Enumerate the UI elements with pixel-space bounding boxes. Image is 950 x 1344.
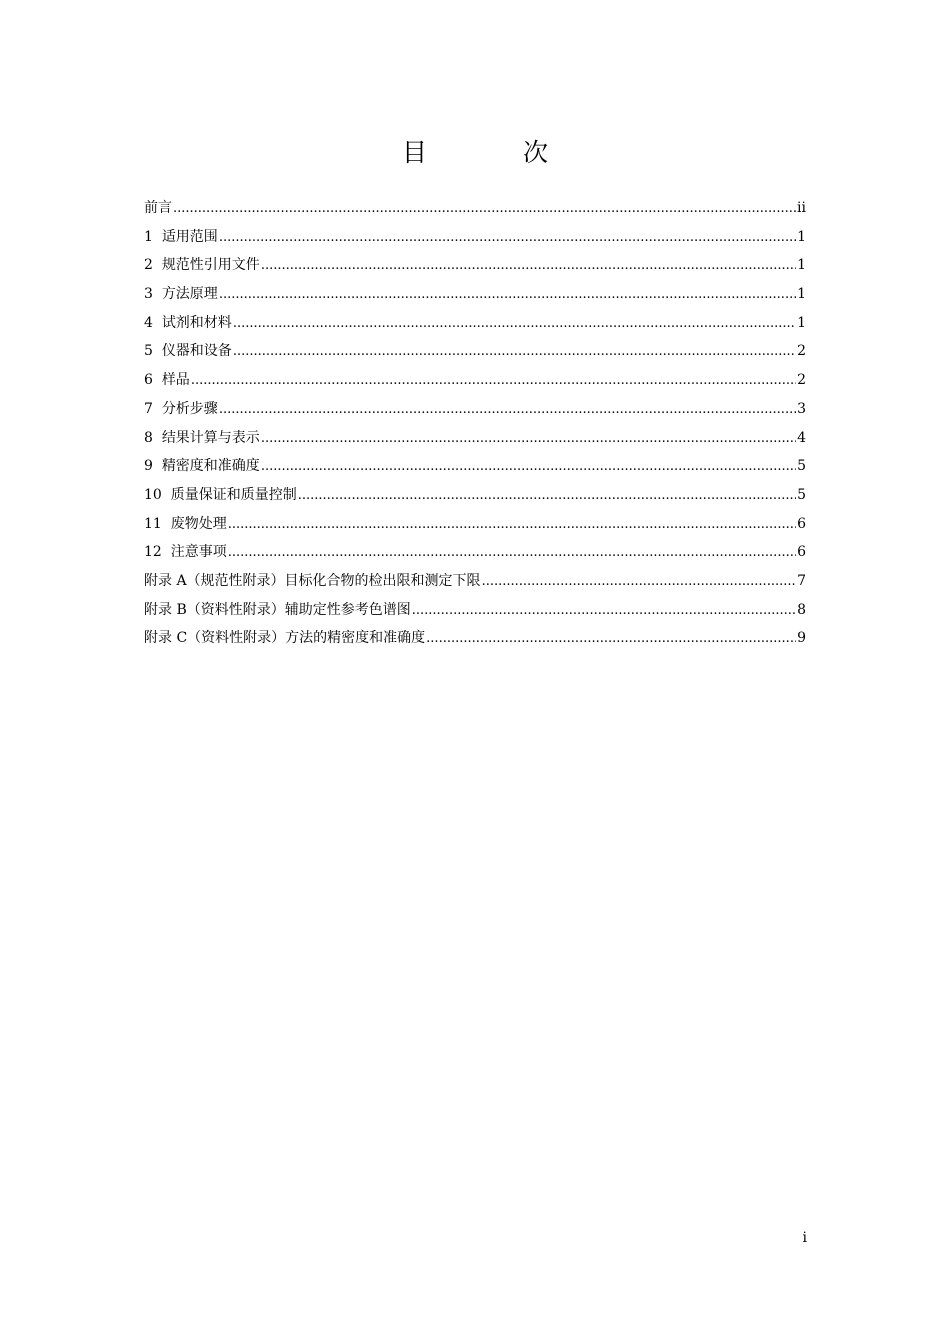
toc-entry-number: 4 [144,314,162,331]
toc-entry-number: 3 [144,286,162,303]
toc-entry-label: 适用范围 [161,228,218,245]
toc-leader-dots [261,424,796,454]
toc-entry-label: 附录 C（资料性附录）方法的精密度和准确度 [144,630,426,647]
toc-entry-number: 11 [144,515,171,532]
toc-entry-page: 1 [797,314,806,331]
toc-entry-page: 2 [797,372,806,389]
toc-entry-label: 规范性引用文件 [161,257,260,274]
toc-leader-dots [412,596,796,626]
page-title: 目 次 [402,138,592,167]
toc-entry-page: 1 [797,286,806,303]
toc-leader-dots [219,223,796,253]
toc-entry-label: 附录 A（规范性附录）目标化合物的检出限和测定下限 [144,572,481,589]
toc-entry-number: 6 [144,372,162,389]
toc-entry-label: 注意事项 [170,544,227,561]
toc-entry-normative-references[interactable] [144,251,806,280]
toc-entry-label: 方法原理 [161,286,218,303]
toc-entry-number: 10 [144,486,171,503]
page-number: i [802,1230,807,1246]
toc-leader-dots [228,510,796,540]
toc-leader-dots [228,538,796,568]
toc-entry-precautions[interactable] [144,538,806,567]
toc-entry-page: 5 [797,458,806,475]
toc-entry-number: 8 [144,429,162,446]
toc-entry-waste-disposal[interactable] [144,510,806,539]
toc-entry-label: 结果计算与表示 [161,429,260,446]
toc-leader-dots [261,251,796,281]
toc-entry-page: 6 [797,515,806,532]
toc-leader-dots [482,567,797,597]
toc-entry-page: 8 [797,601,806,618]
toc-entry-page: 1 [797,257,806,274]
toc-leader-dots [191,366,796,396]
toc-entry-label: 废物处理 [170,515,227,532]
toc-entry-quality-control[interactable] [144,481,806,510]
toc-leader-dots [233,337,796,367]
toc-entry-analysis-steps[interactable] [144,395,806,424]
table-of-contents [144,194,806,653]
toc-leader-dots [426,624,796,654]
toc-entry-page: 9 [797,630,806,647]
toc-entry-appendix-b[interactable] [144,596,806,625]
toc-entry-number: 2 [144,257,162,274]
toc-entry-page: 2 [797,343,806,360]
toc-leader-dots [233,309,796,339]
toc-leader-dots [298,481,796,511]
toc-entry-page: 3 [797,400,806,417]
toc-entry-page: 7 [797,572,806,589]
toc-entry-label: 分析步骤 [161,400,218,417]
toc-entry-result-calculation[interactable] [144,424,806,453]
toc-entry-appendix-a[interactable] [144,567,806,596]
toc-leader-dots [261,452,796,482]
toc-entry-label: 精密度和准确度 [161,458,260,475]
toc-entry-label: 样品 [161,372,190,389]
toc-entry-label: 附录 B（资料性附录）辅助定性参考色谱图 [144,601,411,618]
toc-leader-dots [219,395,796,425]
toc-entry-page: ii [797,200,806,216]
toc-entry-samples[interactable] [144,366,806,395]
toc-leader-dots [219,280,796,310]
toc-entry-number: 1 [144,228,162,245]
toc-entry-foreword[interactable] [144,194,806,223]
toc-entry-page: 4 [797,429,806,446]
toc-entry-label: 仪器和设备 [161,343,232,360]
toc-entry-apparatus[interactable] [144,337,806,366]
toc-entry-page: 5 [797,486,806,503]
toc-entry-method-principle[interactable] [144,280,806,309]
toc-entry-reagents[interactable] [144,309,806,338]
toc-entry-precision-accuracy[interactable] [144,452,806,481]
toc-entry-number: 12 [144,544,171,561]
toc-entry-page: 6 [797,544,806,561]
toc-entry-number: 9 [144,458,162,475]
toc-entry-appendix-c[interactable] [144,624,806,653]
toc-entry-label: 试剂和材料 [161,314,232,331]
toc-entry-number: 7 [144,400,162,417]
toc-entry-label: 质量保证和质量控制 [170,486,297,503]
toc-entry-label: 前言 [144,200,172,216]
toc-entry-number: 5 [144,343,162,360]
toc-entry-page: 1 [797,228,806,245]
toc-entry-scope[interactable] [144,223,806,252]
toc-leader-dots [173,194,796,224]
